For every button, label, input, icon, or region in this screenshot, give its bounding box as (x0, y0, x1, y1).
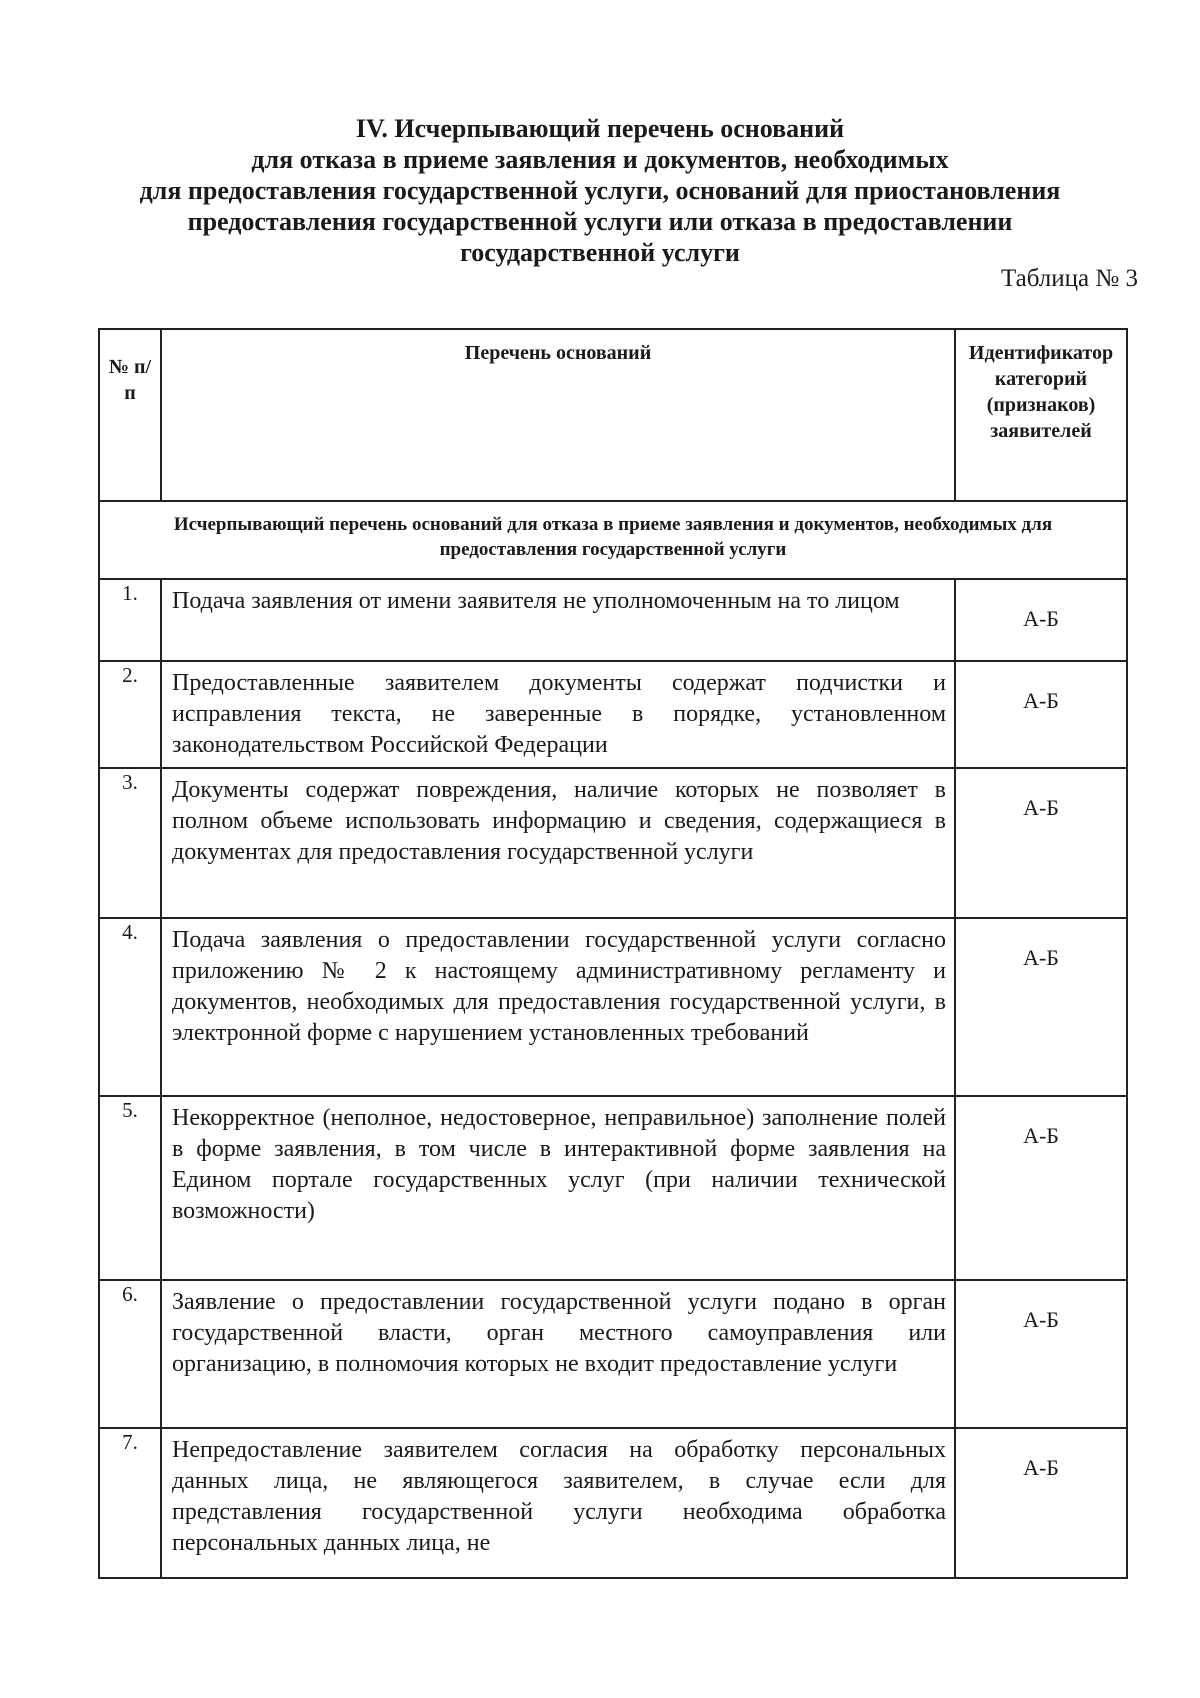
row-category: А-Б (955, 768, 1127, 918)
heading-line: IV. Исчерпывающий перечень оснований (355, 114, 845, 143)
grounds-table (98, 328, 1128, 1579)
row-number: 6. (99, 1280, 161, 1428)
row-ground-text: Непредоставление заявителем согласия на обработку персональных данных лица, не являющегося заявителем, в случае если для представления государственной услуги необходима обработка персональных данных лица, не (161, 1428, 955, 1578)
header-category-id: Идентификатор категорий (признаков) заявителей (955, 329, 1127, 501)
row-number: 5. (99, 1096, 161, 1280)
table-row (99, 1428, 1127, 1578)
table-row (99, 661, 1127, 768)
header-number: № п/п (99, 329, 161, 501)
header-grounds-list: Перечень оснований (161, 329, 955, 501)
row-ground-text: Заявление о предоставлении государственной услуги подано в орган государственной власти, орган местного самоуправления или организацию, в полномочия которых не входит предоставление услуги (161, 1280, 955, 1428)
heading-line: для предоставления государственной услуги, оснований для приостановления (139, 176, 1061, 205)
table-number: Таблица № 3 (1000, 265, 1138, 292)
section-title: Исчерпывающий перечень оснований для отказа в приеме заявления и документов, необходимых для предоставления государственной услуги (99, 501, 1127, 579)
section-heading (80, 113, 1120, 268)
row-ground-text: Некорректное (неполное, недостоверное, неправильное) заполнение полей в форме заявления, в том числе в интерактивной форме заявления на Едином портале государственных услуг (при наличии технической возможности) (161, 1096, 955, 1280)
section-row (99, 501, 1127, 579)
row-number: 1. (99, 579, 161, 661)
table-row (99, 1280, 1127, 1428)
row-category: А-Б (955, 1280, 1127, 1428)
table-row (99, 918, 1127, 1096)
row-category: А-Б (955, 918, 1127, 1096)
row-category: А-Б (955, 1096, 1127, 1280)
heading-line: государственной услуги (460, 238, 740, 267)
heading-line: для отказа в приеме заявления и документов, необходимых (251, 145, 949, 174)
row-ground-text: Подача заявления от имени заявителя не уполномоченным на то лицом (161, 579, 955, 661)
row-ground-text: Подача заявления о предоставлении государственной услуги согласно приложению № 2 к настоящему административному регламенту и документов, необходимых для предоставления государственной услуги, в электронной форме с нарушением установленных требований (161, 918, 955, 1096)
row-number: 3. (99, 768, 161, 918)
row-number: 2. (99, 661, 161, 768)
row-category: А-Б (955, 661, 1127, 768)
heading-line: предоставления государственной услуги или отказа в предоставлении (187, 207, 1013, 236)
table-row (99, 768, 1127, 918)
row-ground-text: Документы содержат повреждения, наличие которых не позволяет в полном объеме использовать информацию и сведения, содержащиеся в документах для предоставления государственной услуги (161, 768, 955, 918)
table-header-row (99, 329, 1127, 501)
row-category: А-Б (955, 1428, 1127, 1578)
row-category: А-Б (955, 579, 1127, 661)
row-number: 4. (99, 918, 161, 1096)
table-row (99, 579, 1127, 661)
table-row (99, 1096, 1127, 1280)
row-ground-text: Предоставленные заявителем документы содержат подчистки и исправления текста, не заверенные в порядке, установленном законодательством Российской Федерации (161, 661, 955, 768)
row-number: 7. (99, 1428, 161, 1578)
